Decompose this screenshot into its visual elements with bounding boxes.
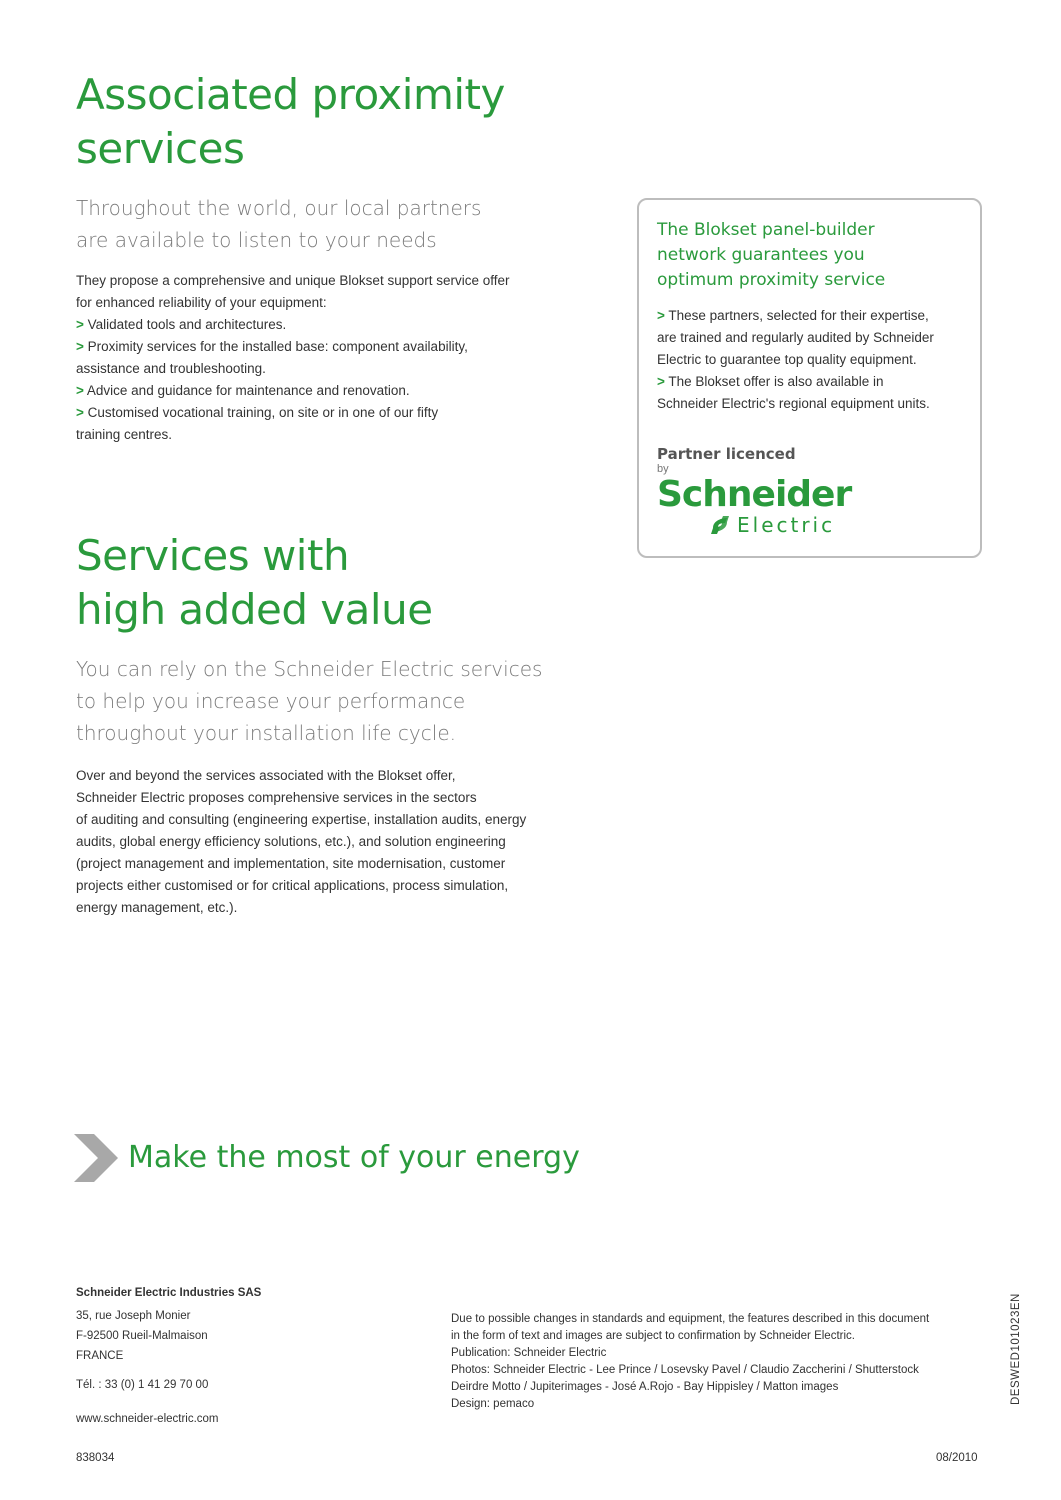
heading-line: Services with	[76, 531, 350, 580]
box-title: The Blokset panel-builder network guarantees you optimum proximity service	[657, 220, 886, 290]
list-item: > Proximity services for the installed base: component availability, assistance and troubleshooting.	[76, 339, 468, 376]
bullet-list	[76, 314, 596, 446]
document-code: DESWED101023EN	[1010, 1293, 1022, 1405]
website-link[interactable]: www.schneider-electric.com	[76, 1413, 219, 1425]
heading-line: Associated proximity	[76, 70, 505, 119]
phone-number: Tél. : 33 (0) 1 41 29 70 00	[76, 1379, 209, 1391]
by-label: by	[657, 463, 669, 475]
partner-label: Partner licenced	[657, 445, 796, 463]
list-item: > Advice and guidance for maintenance and renovation.	[76, 383, 410, 398]
list-item: > Validated tools and architectures.	[76, 317, 287, 332]
partner-info-box	[637, 198, 982, 558]
section2-heading	[76, 529, 433, 637]
list-item: > Customised vocational training, on site or in one of our fifty training centres.	[76, 405, 439, 442]
disclaimer: Due to possible changes in standards and equipment, the features described in this document in the form of text and images are subject to confirmation by Schneider Electric. Publication: Schneider Electric Photos: Schneider Electric - Lee Prince / Losevsky Pavel / Claudio Zaccherini / Shutterstock Deirdre Motto / Jupiterimages - José A.Rojo - Bay Hippisley / Matton images Design: pemaco	[451, 1313, 930, 1410]
company-address: 35, rue Joseph Monier F-92500 Rueil-Malmaison FRANCE	[76, 1310, 208, 1362]
heading-line: high added value	[76, 585, 433, 634]
schneider-logo-icon	[709, 514, 731, 536]
publication-date: 08/2010	[936, 1452, 978, 1464]
heading-line: services	[76, 124, 245, 173]
box-text	[657, 305, 977, 415]
section2-body: Over and beyond the services associated with the Blokset offer, Schneider Electric proposes comprehensive services in the sectors of auditing and consulting (engineering expertise, installation audits, energy audits, global energy efficiency solutions, etc.), and solution engineering (project management and implementation, site modernisation, customer projects either customised or for critical applications, process simulation, energy management, etc.).	[76, 768, 527, 915]
tagline: Make the most of your energy	[128, 1140, 580, 1175]
chevron-right-icon	[72, 1132, 120, 1184]
company-name: Schneider Electric Industries SAS	[76, 1287, 262, 1299]
section1-body: They propose a comprehensive and unique Blokset support service offer for enhanced reliability of your equipment: > Validated tools and architectures. > Proximity services for the installed base: component availability, assistance and troubleshooting. > Advice and guidance for maintenance and renovation. > Customised vocational training, on site or in one of our fifty training centres.	[76, 270, 596, 446]
list-item: > The Blokset offer is also available in Schneider Electric's regional equipment units.	[657, 374, 930, 411]
reference-number: 838034	[76, 1452, 115, 1464]
section2-subtitle: You can rely on the Schneider Electric services to help you increase your performance throughout your installation life cycle.	[76, 657, 543, 745]
section1-heading	[76, 68, 505, 176]
section1-subtitle: Throughout the world, our local partners are available to listen to your needs	[76, 196, 482, 252]
schneider-logo: Schneider Electric	[657, 474, 852, 537]
list-item: > These partners, selected for their expertise, are trained and regularly audited by Schneider Electric to guarantee top quality equipment.	[657, 308, 934, 367]
